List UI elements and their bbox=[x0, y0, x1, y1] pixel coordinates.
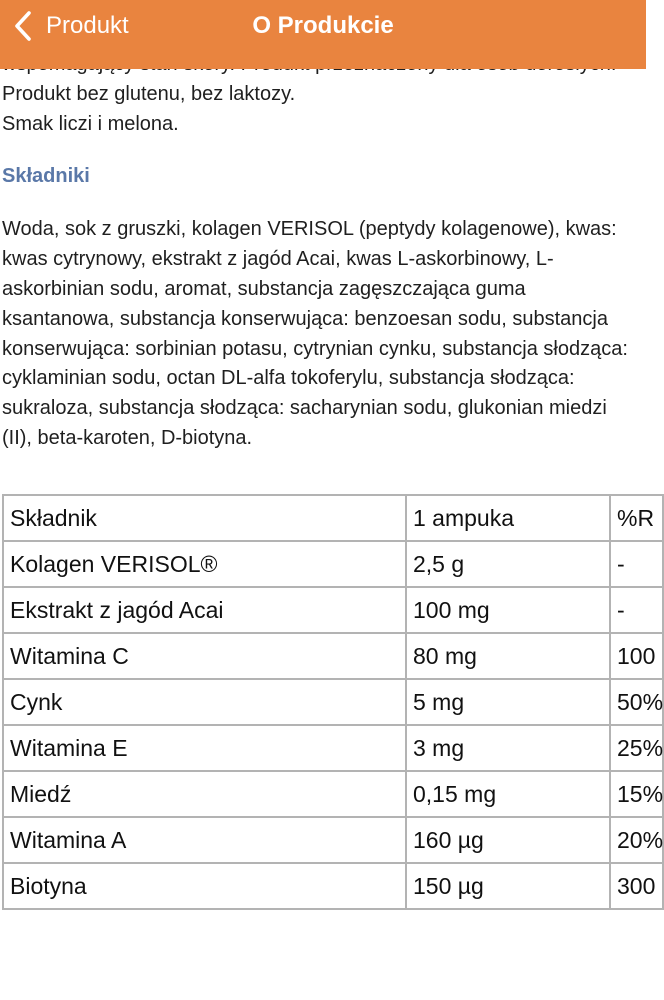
table-cell: Witamina E bbox=[3, 725, 406, 771]
table-header-cell: %R bbox=[610, 495, 663, 541]
table-cell: 50% bbox=[610, 679, 663, 725]
table-cell: 3 mg bbox=[406, 725, 610, 771]
table-cell: 80 mg bbox=[406, 633, 610, 679]
table-cell: 100 mg bbox=[406, 587, 610, 633]
table-cell: 100 bbox=[610, 633, 663, 679]
description-line: Smak liczi i melona. bbox=[2, 112, 179, 135]
back-button-label: Produkt bbox=[46, 12, 129, 39]
nutrition-table bbox=[2, 494, 664, 910]
table-header-row bbox=[3, 495, 663, 541]
table-cell: - bbox=[610, 541, 663, 587]
table-cell: Witamina A bbox=[3, 817, 406, 863]
table-row bbox=[3, 679, 663, 725]
table-row bbox=[3, 725, 663, 771]
table-cell: 0,15 mg bbox=[406, 771, 610, 817]
table-cell: Biotyna bbox=[3, 863, 406, 909]
table-cell: Cynk bbox=[3, 679, 406, 725]
table-cell: 5 mg bbox=[406, 679, 610, 725]
chevron-left-icon bbox=[14, 11, 32, 41]
table-cell: - bbox=[610, 587, 663, 633]
product-info-content bbox=[0, 50, 646, 454]
table-cell: Miedź bbox=[3, 771, 406, 817]
back-button[interactable] bbox=[14, 0, 129, 52]
navigation-bar bbox=[0, 0, 646, 69]
table-row bbox=[3, 817, 663, 863]
table-cell: 150 µg bbox=[406, 863, 610, 909]
table-row bbox=[3, 541, 663, 587]
table-cell: Ekstrakt z jagód Acai bbox=[3, 587, 406, 633]
table-cell: 160 µg bbox=[406, 817, 610, 863]
table-row bbox=[3, 771, 663, 817]
table-header-cell: Składnik bbox=[3, 495, 406, 541]
ingredients-heading: Składniki bbox=[2, 165, 90, 188]
table-row bbox=[3, 587, 663, 633]
table-row bbox=[3, 633, 663, 679]
table-cell: 300 bbox=[610, 863, 663, 909]
table-cell: 15% bbox=[610, 771, 663, 817]
table-cell: Witamina C bbox=[3, 633, 406, 679]
table-cell: 2,5 g bbox=[406, 541, 610, 587]
page-title: O Produkcie bbox=[252, 12, 394, 39]
description-line: Produkt bez glutenu, bez laktozy. bbox=[2, 82, 296, 105]
table-row bbox=[3, 863, 663, 909]
table-header-cell: 1 ampuka bbox=[406, 495, 610, 541]
ingredients-text: Woda, sok z gruszki, kolagen VERISOL (peptydy kolagenowe), kwas: kwas cytrynowy, ekstrakt z jagód Acai, kwas L-askorbinowy, L-askorbinian sodu, aromat, substancja zagęszczająca guma ksantanowa, substancja konserwująca: benzoesan sodu, substancja konserwująca: sorbinian potasu, cytrynian cynku, substancja słodząca: cyklaminian sodu, octan DL-alfa tokoferylu, substancja słodząca: sukraloza, substancja słodząca: sacharynian sodu, glukonian miedzi (II), beta-karoten, D-biotyna. bbox=[2, 218, 628, 449]
table-cell: 25% bbox=[610, 725, 663, 771]
table-cell: Kolagen VERISOL® bbox=[3, 541, 406, 587]
table-cell: 20% bbox=[610, 817, 663, 863]
